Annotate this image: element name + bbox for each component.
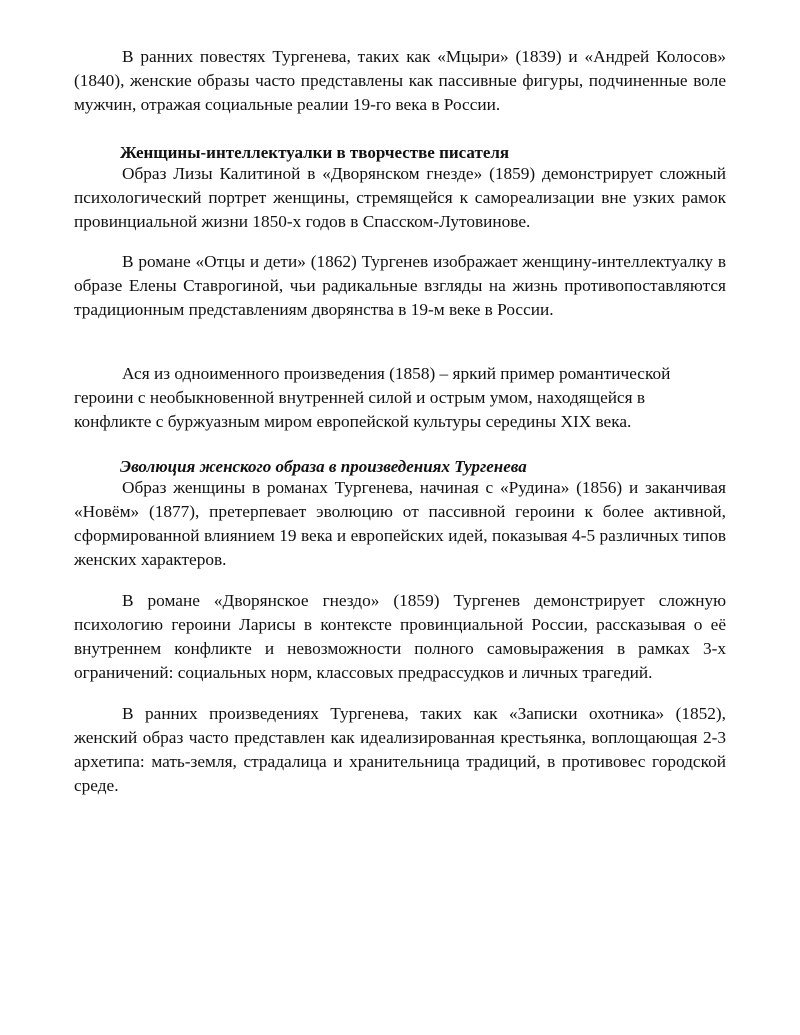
paragraph-liza-kalitina: Образ Лизы Калитиной в «Дворянском гнезде» (1859) демонстрирует сложный психологический портрет женщины, стремящейся к самореализации вне узких рамок провинциальной жизни 1850-х годов в Спасском-Лутовинове. <box>74 164 726 231</box>
paragraph-noble-nest: В романе «Дворянское гнездо» (1859) Тургенев демонстрирует сложную психологию героини Ларисы в контексте провинциальной России, рассказывая о её внутреннем конфликте и невозможности полного самовыражения в рамках 3-х ограничений: социальных норм, классовых предрассудков и личных трагедий. <box>74 591 726 682</box>
paragraph-early-novellas: В ранних повестях Тургенева, таких как «Мцыри» (1839) и «Андрей Колосов» (1840), женские образы часто представлены как пассивные фигуры, подчиненные воле мужчин, отражая социальные реалии 19-го века в России. <box>74 47 726 114</box>
paragraph-hunter-sketches: В ранних произведениях Тургенева, таких как «Записки охотника» (1852), женский образ часто представлен как идеализированная крестьянка, воплощающая 2-3 архетипа: мать-земля, страдалица и хранительница традиций, в противовес городской среде. <box>74 704 726 795</box>
section-heading-evolution: Эволюция женского образа в произведениях Тургенева <box>120 457 527 476</box>
paragraph-asya: Ася из одноименного произведения (1858) – яркий пример романтической героини с необыкновенной внутренней силой и острым умом, находящейся в конфликте с буржуазным миром европейской культуры середины XIX века. <box>74 364 671 431</box>
paragraph-fathers-and-sons: В романе «Отцы и дети» (1862) Тургенев изображает женщину-интеллектуалку в образе Елены Ставрогиной, чьи радикальные взгляды на жизнь противопоставляются традиционным представлениям дворянства в 19-м веке в России. <box>74 252 726 319</box>
paragraph-evolution-novels: Образ женщины в романах Тургенева, начиная с «Рудина» (1856) и заканчивая «Новём» (1877), претерпевает эволюцию от пассивной героини к более активной, сформированной влиянием 19 века и европейских идей, показывая 4-5 различных типов женских характеров. <box>74 478 726 569</box>
section-heading-intellectuals: Женщины-интеллектуалки в творчестве писателя <box>120 143 510 162</box>
